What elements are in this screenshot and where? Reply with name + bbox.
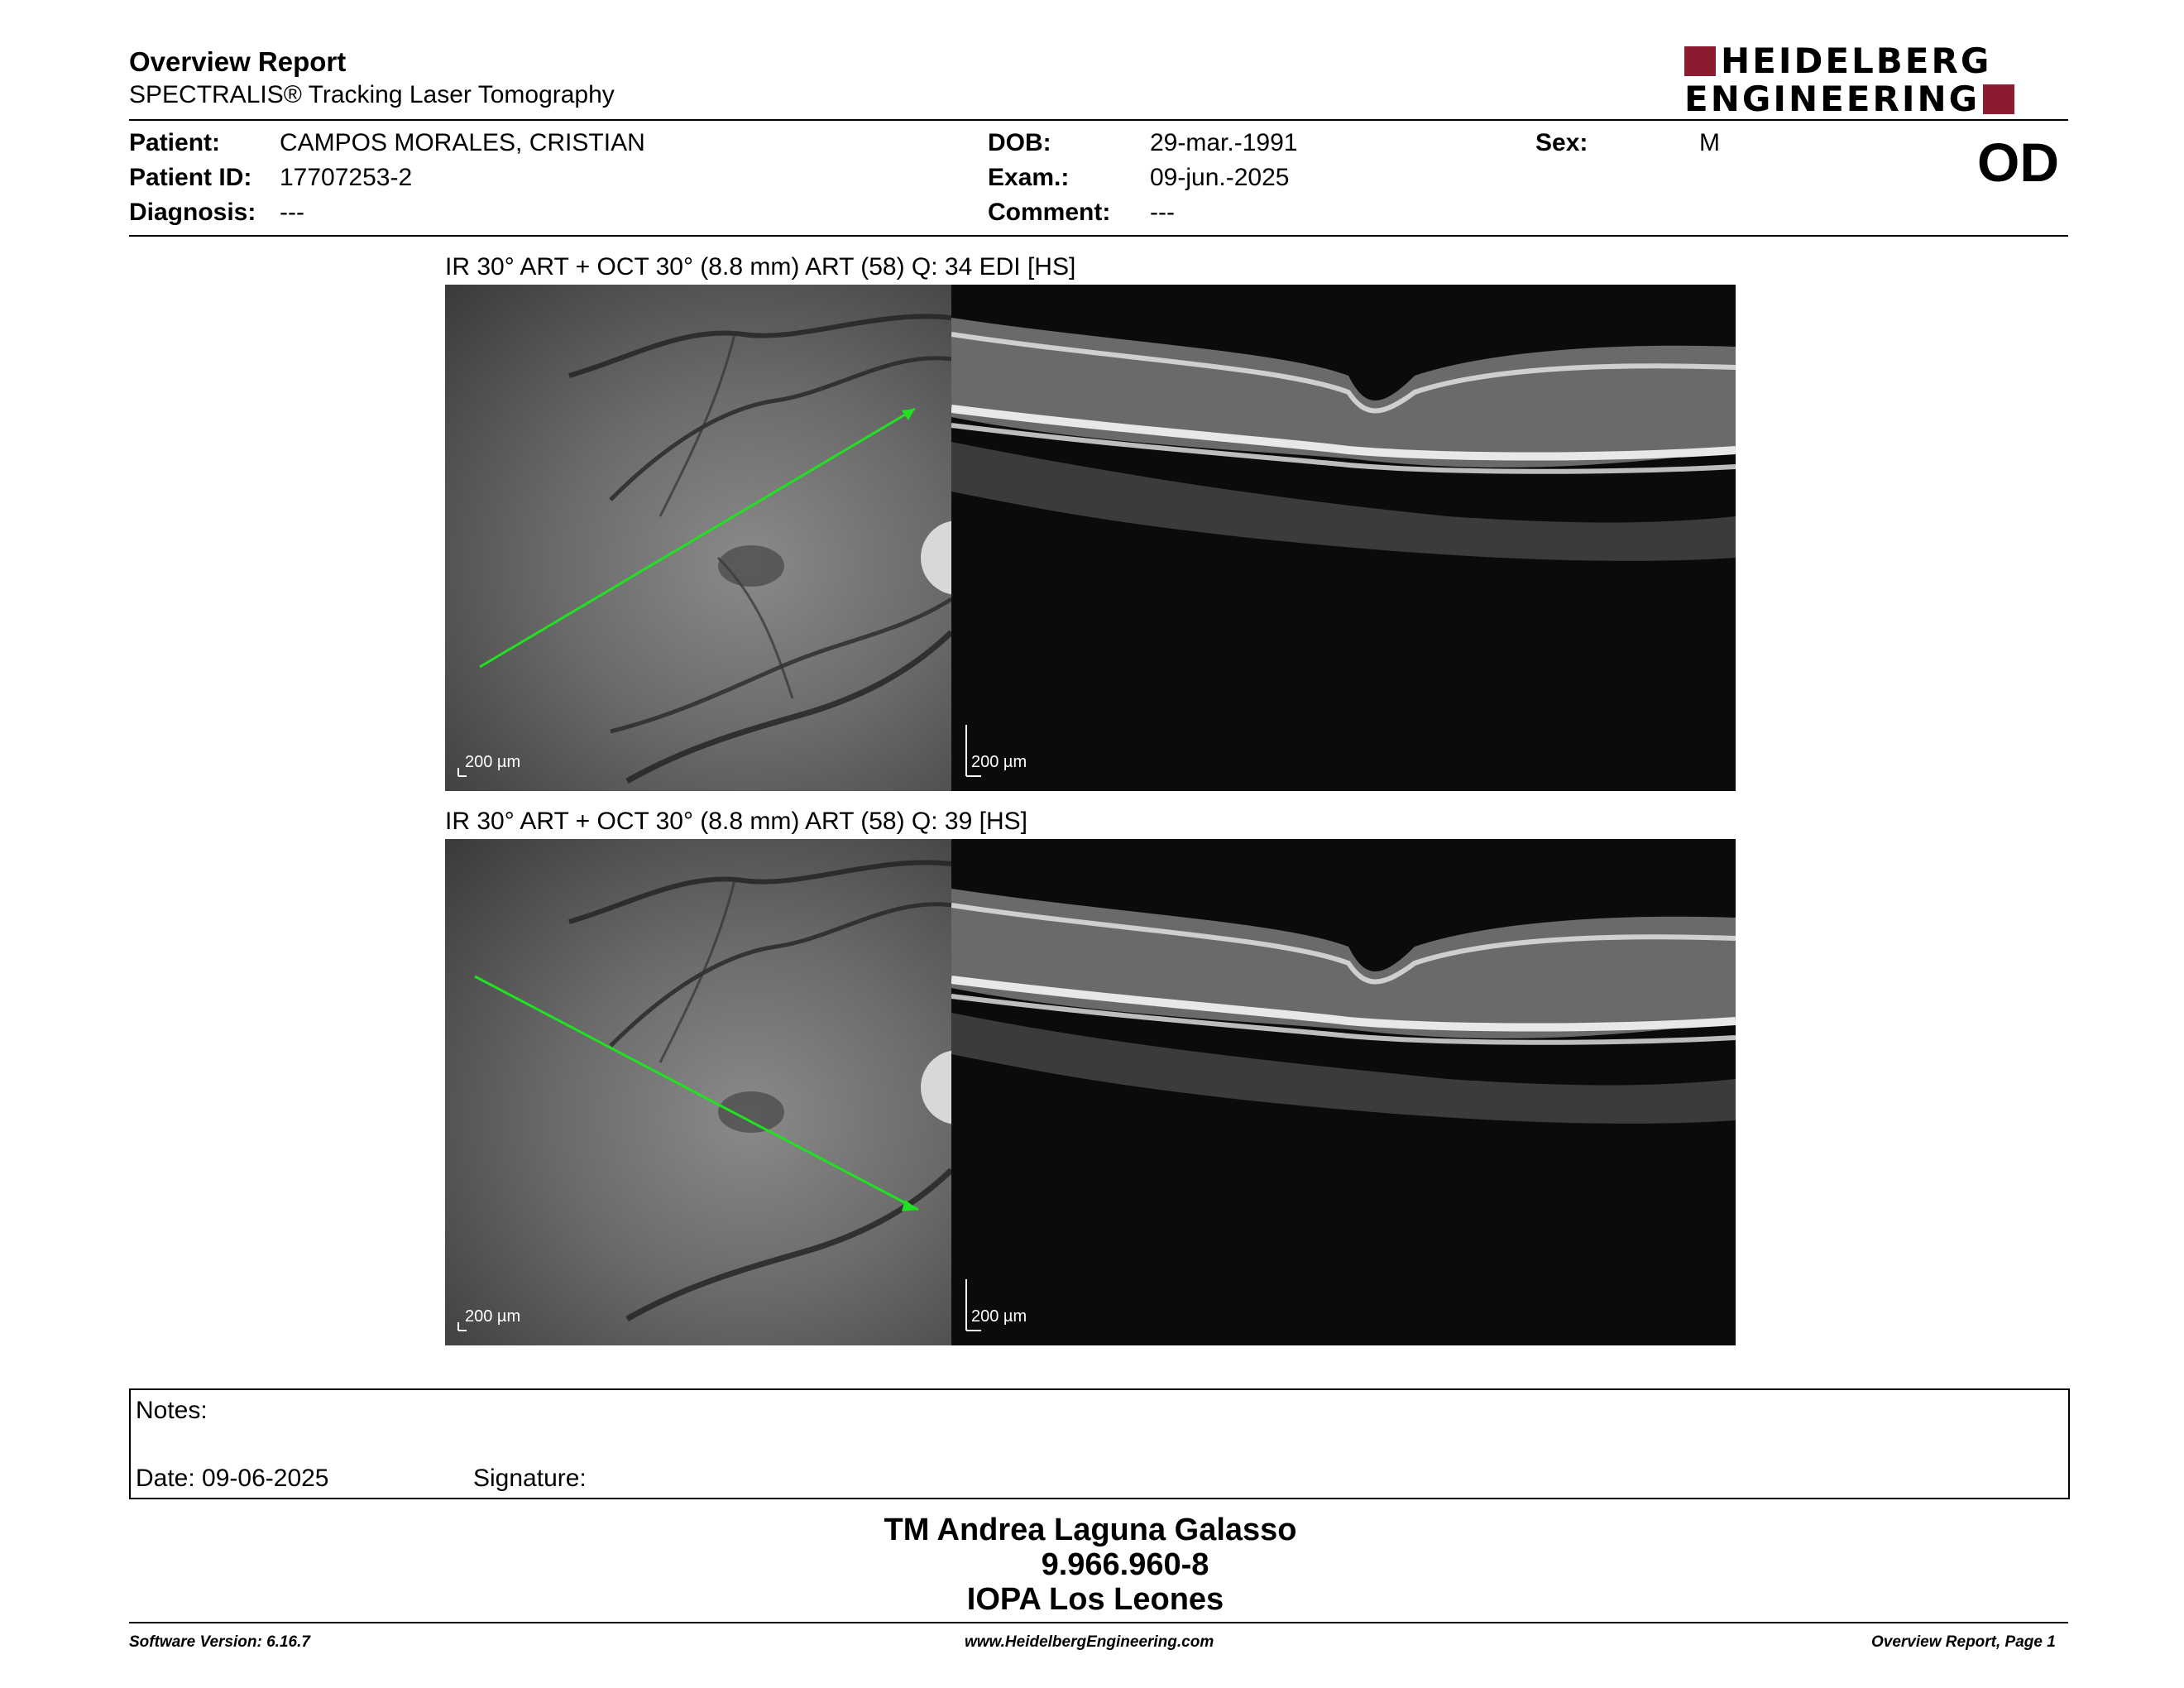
website-link[interactable]: www.HeidelbergEngineering.com: [965, 1633, 1214, 1651]
heidelberg-logo: [1684, 41, 2073, 119]
footer-divider: [129, 1622, 2068, 1623]
comment-value: ---: [1150, 199, 1175, 226]
oct-bscan: [951, 839, 1736, 1345]
logo-square-icon: [1684, 46, 1716, 76]
diagnosis-value: ---: [280, 199, 304, 226]
exam-date: 09-jun.-2025: [1150, 164, 1290, 191]
software-version: Software Version: 6.16.7: [129, 1633, 310, 1651]
report-subtitle: SPECTRALIS® Tracking Laser Tomography: [129, 81, 615, 108]
fundus-scale-label: 200 µm: [465, 753, 521, 771]
logo-line1: HEIDELBERG: [1721, 41, 1992, 81]
comment-label: Comment:: [988, 199, 1111, 226]
scan-line: [480, 409, 915, 667]
notes-box: [129, 1388, 2070, 1499]
patient-id-label: Patient ID:: [129, 164, 252, 191]
fovea: [718, 545, 784, 587]
scan-title: IR 30° ART + OCT 30° (8.8 mm) ART (58) Q: 39 [HS]: [445, 808, 1027, 835]
scan-line: [475, 976, 918, 1210]
fundus-vessels: [445, 839, 951, 1345]
sex-value: M: [1699, 129, 1720, 156]
eye-indicator: OD: [1977, 132, 2059, 193]
fundus-scale-label: 200 µm: [465, 1307, 521, 1326]
patient-label: Patient:: [129, 129, 221, 156]
signer-institution: IOPA Los Leones: [966, 1582, 1224, 1617]
oct-scale-label: 200 µm: [971, 753, 1027, 771]
fundus-vessels: [445, 285, 951, 791]
diagnosis-label: Diagnosis:: [129, 199, 256, 226]
fundus-image: [445, 839, 951, 1345]
logo-square-icon: [1983, 84, 2014, 114]
notes-date: Date: 09-06-2025: [136, 1465, 329, 1492]
header-divider: [129, 119, 2068, 121]
sex-label: Sex:: [1535, 129, 1588, 156]
report-title: Overview Report: [129, 46, 347, 77]
patient-name: CAMPOS MORALES, CRISTIAN: [280, 129, 645, 156]
notes-label: Notes:: [136, 1397, 208, 1424]
optic-disc: [921, 1050, 951, 1125]
optic-disc: [921, 520, 951, 595]
signature-label: Signature:: [473, 1465, 587, 1492]
patient-id: 17707253-2: [280, 164, 413, 191]
oct-bscan: [951, 285, 1736, 791]
signer-name: TM Andrea Laguna Galasso: [884, 1513, 1297, 1547]
patient-divider: [129, 235, 2068, 237]
oct-layers: [951, 285, 1736, 791]
fundus-image: [445, 285, 951, 791]
signer-id: 9.966.960-8: [1041, 1547, 1209, 1582]
oct-scale-label: 200 µm: [971, 1307, 1027, 1326]
dob-value: 29-mar.-1991: [1150, 129, 1298, 156]
dob-label: DOB:: [988, 129, 1051, 156]
oct-layers: [951, 839, 1736, 1345]
fovea: [718, 1091, 784, 1133]
logo-line2: ENGINEERING: [1684, 79, 1980, 119]
exam-label: Exam.:: [988, 164, 1070, 191]
scan-title: IR 30° ART + OCT 30° (8.8 mm) ART (58) Q: 34 EDI [HS]: [445, 253, 1076, 281]
page-indicator: Overview Report, Page 1: [1871, 1633, 2056, 1651]
